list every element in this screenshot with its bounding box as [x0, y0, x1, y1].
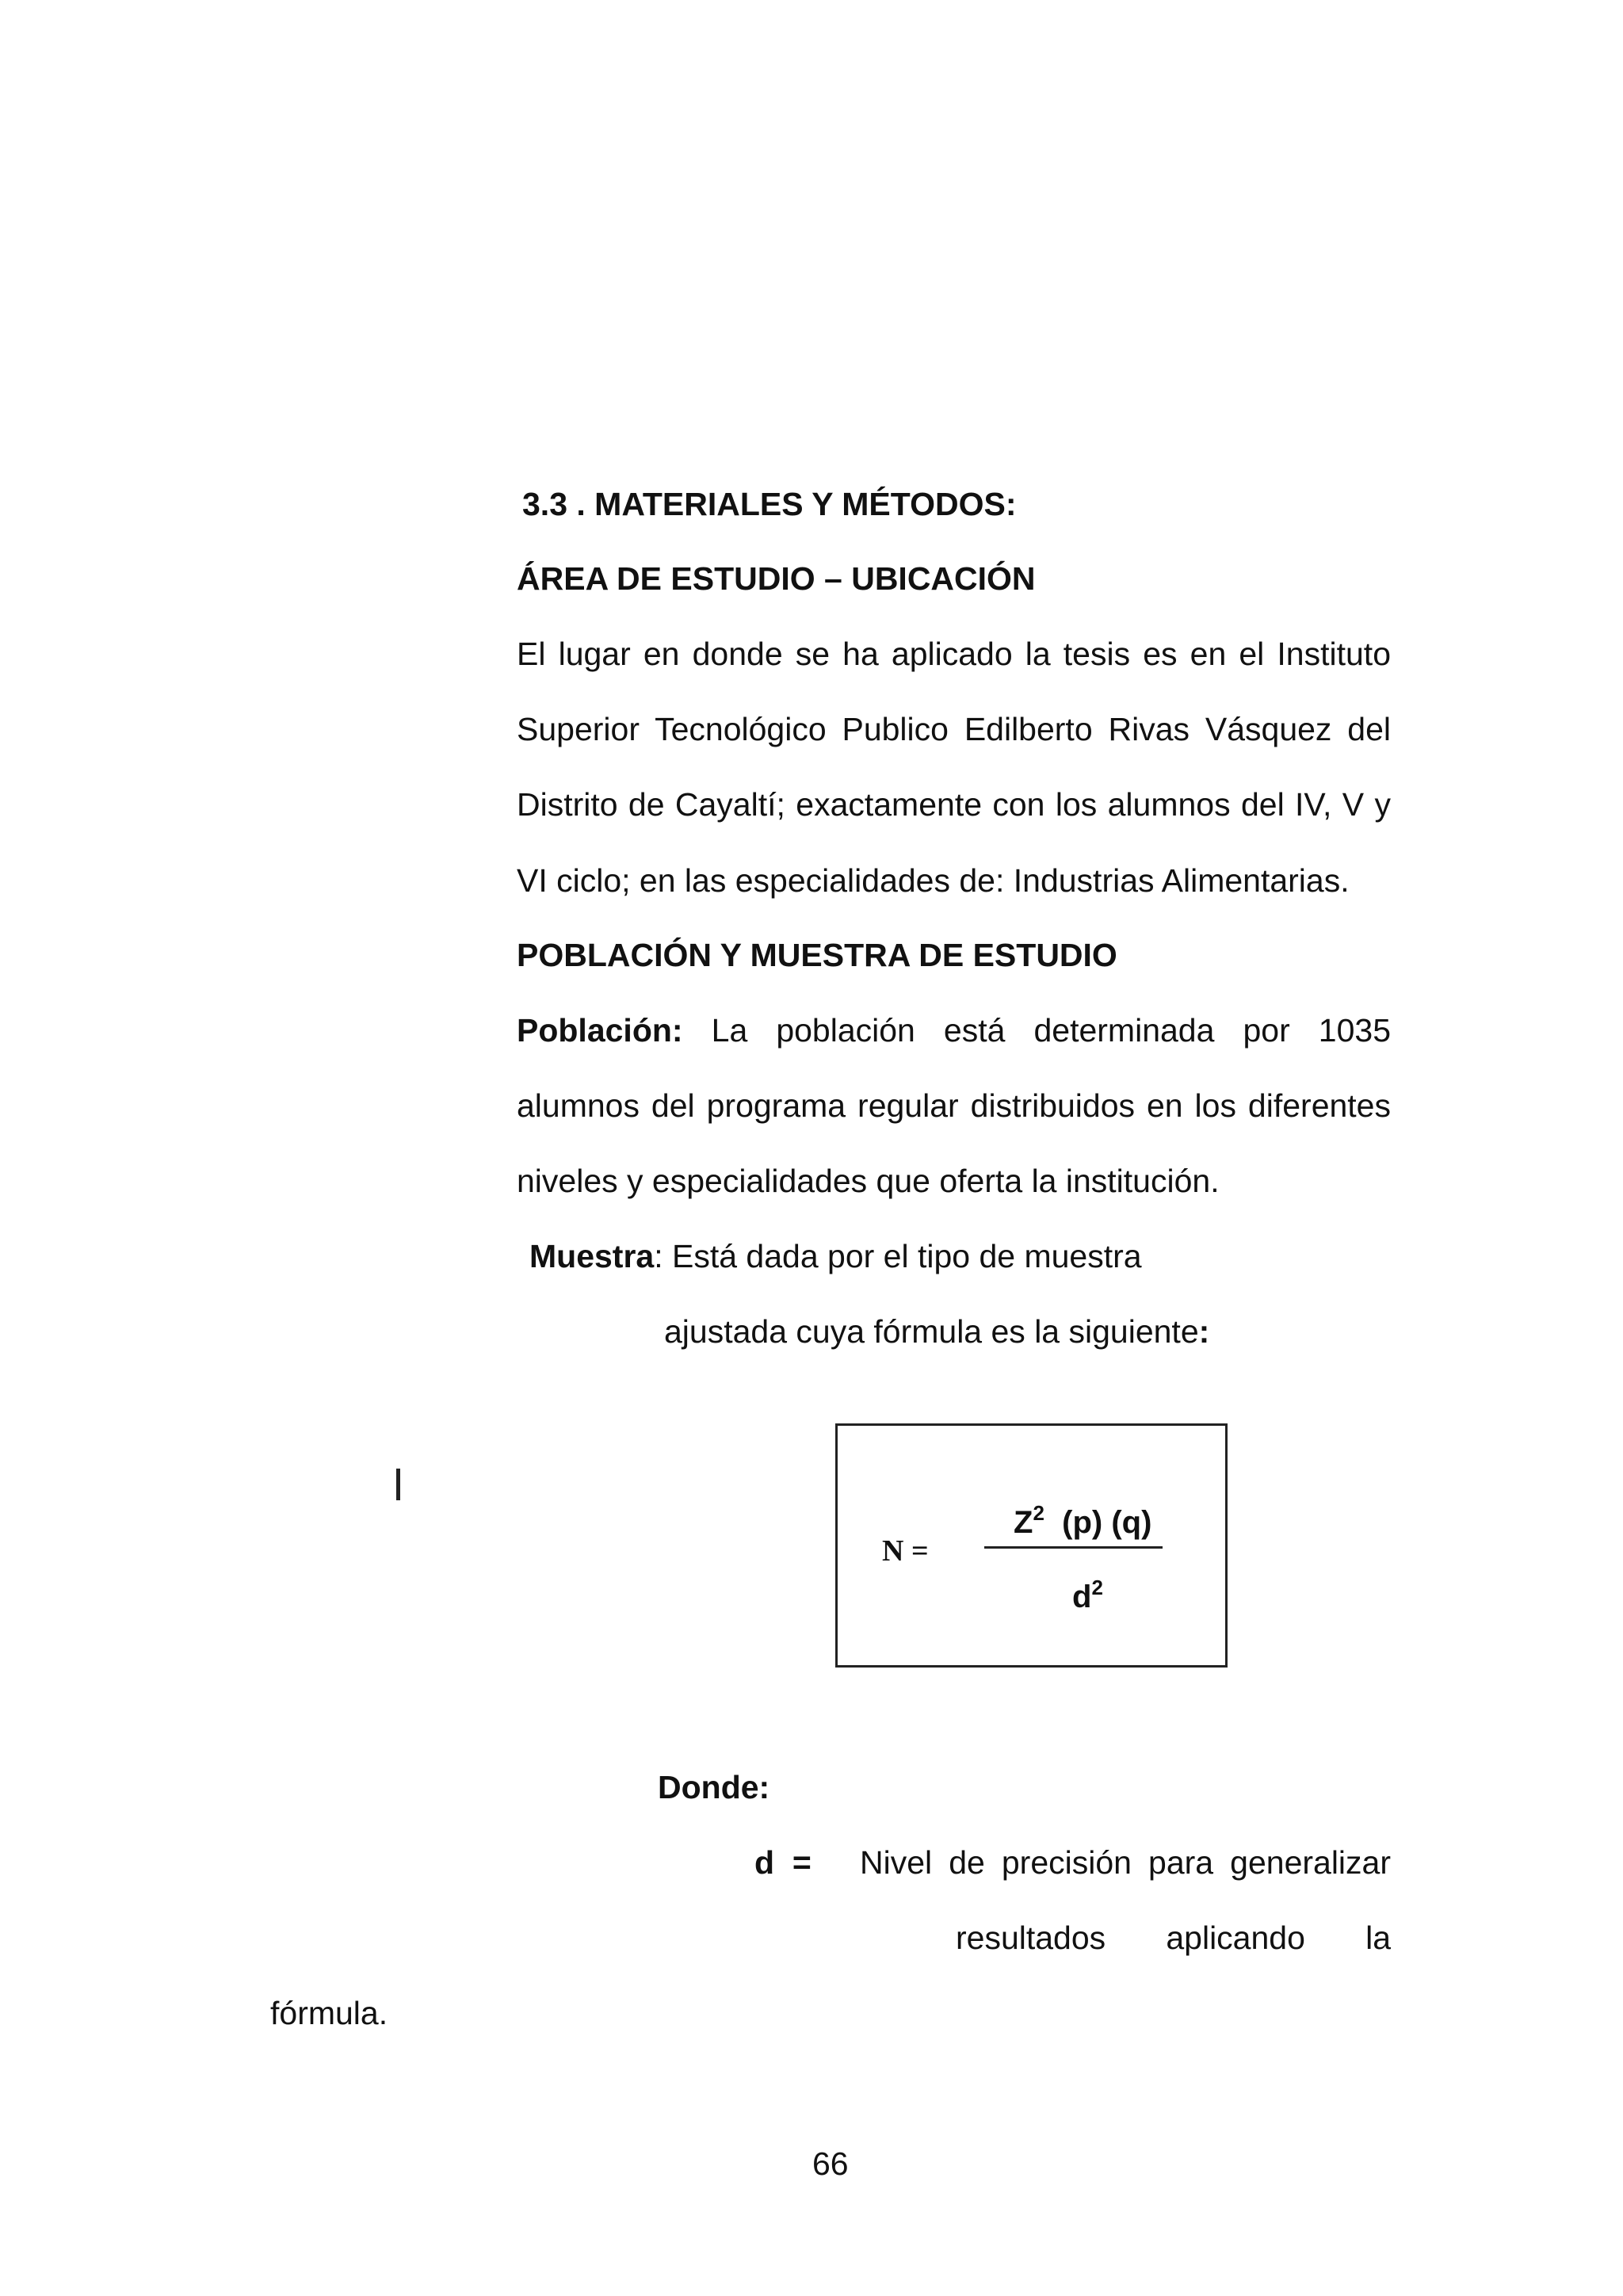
area-paragraph-line-2: Superior Tecnológico Publico Edilberto Rivas Vásquez del	[517, 711, 1391, 747]
poblacion-label: Población:	[517, 1012, 683, 1049]
muestra-line-1	[529, 1237, 1142, 1275]
page-number: 66	[812, 2145, 849, 2182]
area-heading: ÁREA DE ESTUDIO – UBICACIÓN	[517, 560, 1036, 597]
area-paragraph-line-3: Distrito de Cayaltí; exactamente con los alumnos del IV, V y	[517, 786, 1391, 823]
area-paragraph-line-1: El lugar en donde se ha aplicado la tesis es en el Instituto	[517, 636, 1391, 672]
muestra-line-1-text: : Está dada por el tipo de muestra	[654, 1238, 1142, 1274]
muestra-label: Muestra	[529, 1238, 655, 1274]
donde-heading: Donde:	[658, 1769, 770, 1805]
formula-pq: (p) (q)	[1062, 1505, 1152, 1540]
poblacion-line-3: niveles y especialidades que oferta la institución.	[517, 1163, 1220, 1199]
formula-d: d	[1072, 1580, 1092, 1614]
fraction-bar	[984, 1546, 1163, 1549]
formula-box	[835, 1423, 1228, 1668]
muestra-line-2-text: ajustada cuya fórmula es la siguiente	[664, 1313, 1199, 1350]
formula-lhs: N =	[882, 1534, 929, 1568]
margin-mark	[396, 1469, 400, 1500]
d-definition-line-3: fórmula.	[270, 1995, 388, 2031]
poblacion-line-2: alumnos del programa regular distribuidos en los diferentes	[517, 1087, 1391, 1124]
poblacion-line-1	[517, 1011, 1391, 1049]
poblacion-heading: POBLACIÓN Y MUESTRA DE ESTUDIO	[517, 937, 1117, 973]
formula-z: Z	[1014, 1505, 1033, 1540]
area-paragraph-line-4: VI ciclo; en las especialidades de: Industrias Alimentarias.	[517, 862, 1350, 899]
formula-denominator	[1072, 1578, 1103, 1616]
section-heading: 3.3 . MATERIALES Y MÉTODOS:	[522, 486, 1017, 522]
formula-numerator	[1014, 1503, 1151, 1541]
muestra-line-2	[664, 1312, 1209, 1350]
d-definition-line-1: Nivel de precisión para generalizar	[860, 1844, 1391, 1881]
muestra-line-2-colon: :	[1198, 1313, 1210, 1350]
formula-z-exponent: 2	[1033, 1501, 1044, 1525]
d-term: d =	[754, 1844, 812, 1881]
poblacion-line-1-text: La población está determinada por 1035	[711, 1012, 1391, 1049]
d-definition-line-2: resultados aplicando la	[956, 1920, 1391, 1956]
formula-d-exponent: 2	[1091, 1576, 1103, 1599]
